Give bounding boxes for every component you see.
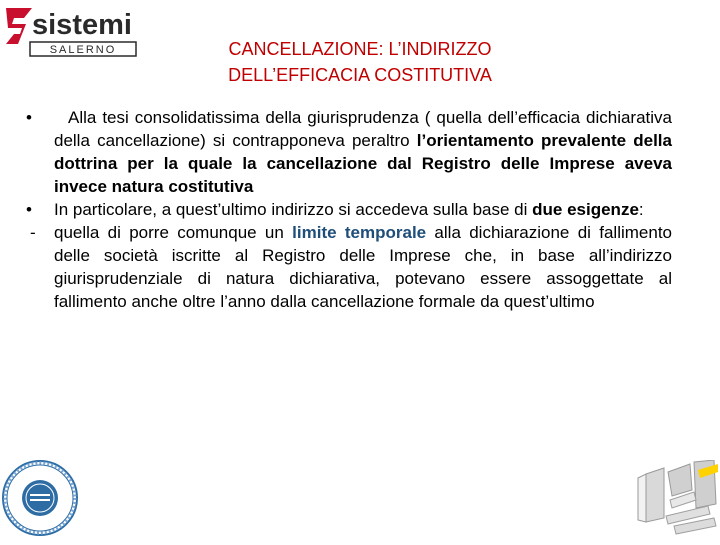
- dash-1-text-end: alla dichiarazione di fallimento delle società iscritte al Registro delle Imprese che, in base all’indirizzo giurisprudenziale di natura dichiarativa, potevano essere assoggettate al fallimento anche oltre l’anno dalla cancellazione formale da quest’ultimo: [54, 223, 672, 311]
- bullet-item-2: [22, 198, 672, 221]
- bullet-1-text: Alla tesi consolidatissima della giurisprudenza ( quella dell’efficacia dichiarativa della cancellazione) si contrapponeva peraltro: [54, 108, 672, 150]
- bullet-marker: •: [26, 108, 32, 127]
- brand-3d-logo-icon: [634, 460, 720, 540]
- institution-seal-icon: [0, 458, 80, 538]
- slide-body: [22, 106, 672, 313]
- title-line-2: DELL’EFFICACIA COSTITUTIVA: [228, 65, 492, 85]
- sistemi-logo: [2, 4, 142, 60]
- bullet-2-text: In particolare, a quest’ultimo indirizzo si accedeva sulla base di: [54, 200, 533, 219]
- dash-marker: -: [30, 223, 36, 242]
- slide-title: [130, 36, 590, 88]
- logo-brand-text: sistemi: [32, 9, 132, 41]
- dash-1-text: quella di porre comunque un: [54, 223, 293, 242]
- bullet-1-bold-text: l’orientamento prevalente della dottrina per la quale la cancellazione dal Registro delle Imprese aveva invece natura costitutiva: [54, 131, 672, 196]
- bullet-2-colon: :: [638, 200, 644, 219]
- dash-1-highlight-text: limite temporale: [292, 223, 427, 242]
- dash-item-1: [22, 221, 672, 313]
- title-line-1: CANCELLAZIONE: L’INDIRIZZO: [228, 39, 492, 59]
- bullet-item-1: [22, 106, 672, 198]
- bullet-2-bold-text: due esigenze: [532, 200, 639, 219]
- logo-sub-text: SALERNO: [49, 44, 117, 56]
- bullet-marker: •: [26, 200, 32, 219]
